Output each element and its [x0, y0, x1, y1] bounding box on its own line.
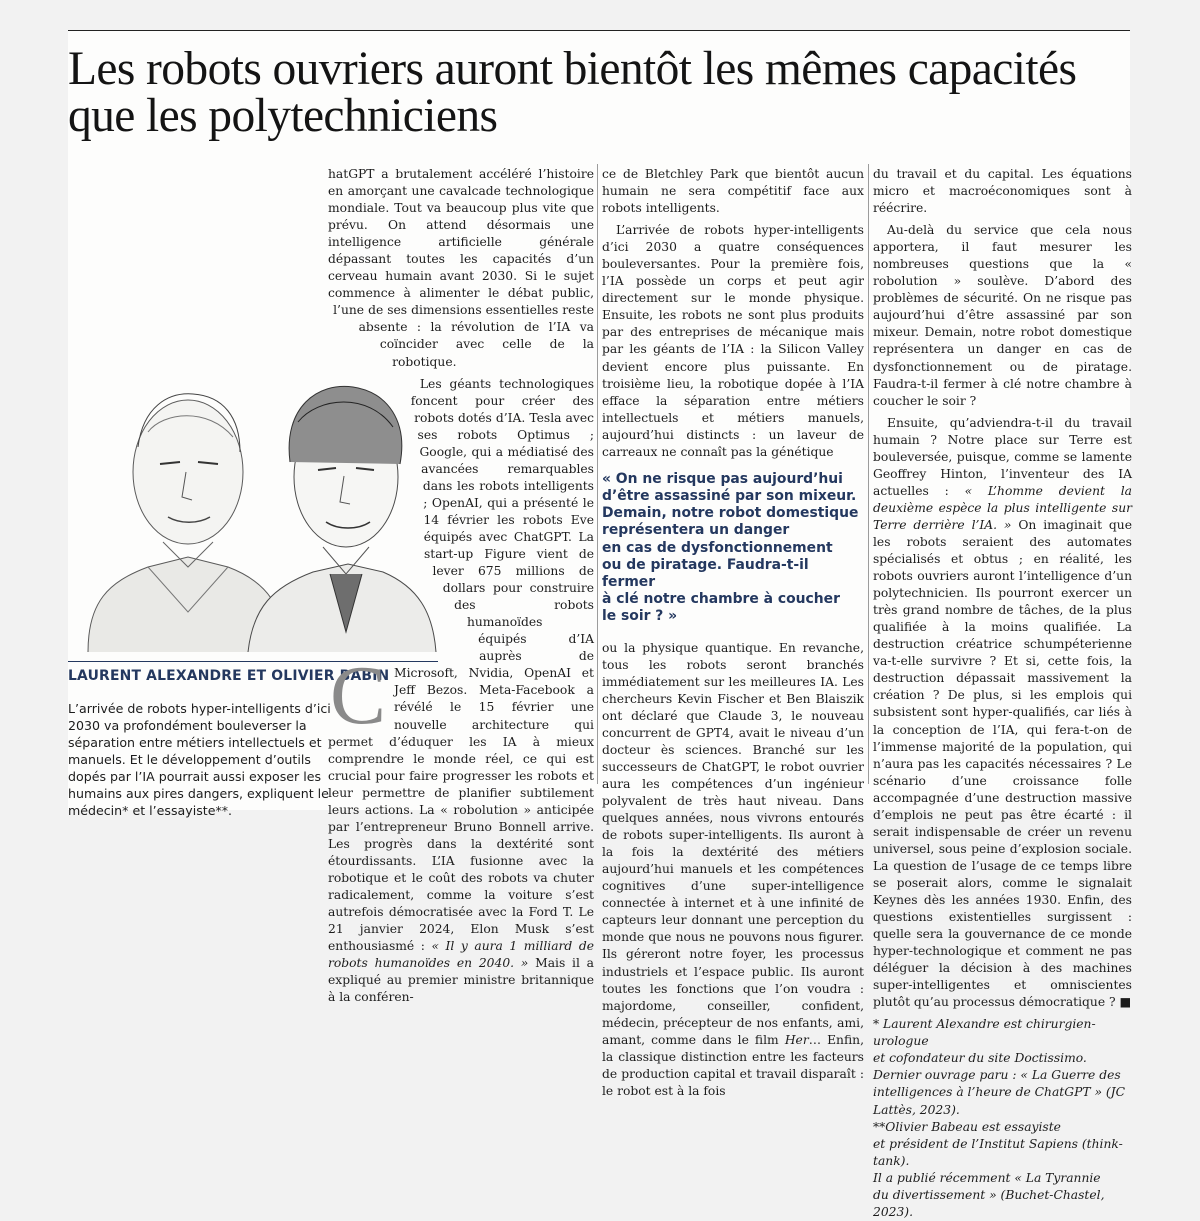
- article-lead-paragraph: L’arrivée de robots hyper-intelligents d’ici 2030 va profondément bouleverser la séparation entre métiers intellectuels et manuels. Et le développement d’outils dopés par l’IA pourrait aussi exposer les humains aux pires dangers, expliquent le médecin* et l’essayiste**.: [68, 701, 331, 818]
- article-headline: Les robots ouvriers auront bientôt les mêmes capacités que les polytechniciens: [68, 43, 1077, 142]
- paragraph: ce de Bletchley Park que bientôt aucun humain ne sera compétitif face aux robots intelligents.: [602, 167, 864, 216]
- paragraph: Au-delà du service que cela nous apportera, il faut mesurer les nombreuses questions que la « robolution » soulève. D’abord des problèmes de sécurité. On ne risque pas aujourd’hui d’être assassiné par son mixeur. Demain, notre robot domestique représentera un danger en cas de dysfonctionnement ou de piratage. Faudra-t-il fermer à clé notre chambre à coucher le soir ?: [873, 223, 1132, 408]
- musk-quote: « Il y aura 1 milliard de robots humanoïdes en 2040. »: [328, 939, 594, 971]
- article-column-3: [873, 166, 1132, 1221]
- paragraph: L’arrivée de robots hyper-intelligents d’ici 2030 a quatre conséquences bouleversantes. Pour la première fois, l’IA possède un corps et peut agir directement sur le monde physique. Ensuite, les robots ne sont plus produits par des entreprises de mécanique mais par les géants de l’IA : la Silicon Valley devient encore plus puissante. En troisième lieu, la robotique dopée à l’IA efface la séparation entre métiers intellectuels et métiers manuels, aujourd’hui distincts : un laveur de carreaux ne connaît pas la génétique: [602, 223, 864, 459]
- hinton-quote: « L’homme devient la deuxième espèce la plus intelligente sur Terre derrière l’IA. »: [873, 483, 1132, 532]
- article-column-1: [328, 166, 594, 1011]
- author-portrait-left: [88, 394, 288, 652]
- film-title: Her: [784, 1032, 809, 1047]
- end-mark: ■: [1115, 995, 1132, 1010]
- drop-cap: C: [330, 649, 387, 742]
- paragraph: ou la physique quantique. En revanche, tous les robots seront branchés immédiatement sur les meilleures IA. Les chercheurs Kevin Fischer et Ben Blaiszik ont déclaré que Claude 3, le nouveau concurrent de GPT4, avait le niveau d’un docteur ès sciences. Branché sur les successeurs de ChatGPT, le robot ouvrier aura les compétences d’un ingénieur polyvalent de très haut niveau. Dans quelques années, nous vivrons entourés de robots super-intelligents. Ils auront à la fois la dextérité des métiers aujourd’hui manuels et les compétences cognitives d’une super-intelligence connectée à internet et à une infinité de capteurs leur donnant une perception du monde que nous ne pouvons nous figurer. Ils géreront notre foyer, les processus industriels et l’espace public. Ils auront toutes les fonctions que l’on voudra : majordome, conseiller, confident, médecin, précepteur de nos enfants, ami, amant, comme dans le film Her… Enfin, la classique distinction entre les facteurs de production capital et travail disparaît : le robot est à la fois: [602, 640, 865, 1098]
- paragraph: hatGPT a brutalement accéléré l’histoire en amorçant une cavalcade technologique mondiale. Tout va beaucoup plus vite que prévu. On attend désormais une intelligence artificielle générale dépassant toutes les capacités d’un cerveau humain avant 2030. Si le sujet commence à alimenter le débat public, l’une de ses dimensions essentielles reste absente : la révolution de l’IA va coïncider avec celle de la robotique.: [328, 167, 594, 369]
- column-divider: [597, 164, 598, 784]
- pull-quote: « On ne risque pas aujourd’hui d’être assassiné par son mixeur. Demain, notre robot domestique représentera un danger en cas de dysfonctionnement ou de piratage. Faudra-t-il fermer à clé notre chambre à coucher le soir ? »: [602, 470, 859, 625]
- paragraph: Ensuite, qu’adviendra-t-il du travail humain ? Notre place sur Terre est bouleversée, puisque, comme se lamente Geoffrey Hinton, l’inventeur des IA actuelles : « L’homme devient la deuxième espèce la plus intelligente sur Terre derrière l’IA. » On imaginait que les robots seraient des automates spécialisés et obtus ; en réalité, les robots ouvriers auront l’intelligence d’un polytechnicien. Ils pourront exercer un très grand nombre de tâches, de la plus qualifiée à la moins qualifiée. La destruction créatrice schumpéterienne va-t-elle survivre ? Et si, cette fois, la destruction dépassait massivement la création ? De plus, si les emplois qui subsistent sont hyper-qualifiés, car liés à la conception de l’IA, qui fera-t-on de l’immense majorité de la population, qui n’aura pas les capacités nécessaires ? Le scénario d’une croissance folle accompagnée d’une destruction massive d’emplois ne peut pas être écarté : il serait indispensable de créer un revenu universel, sous peine d’explosion sociale. La question de l’usage de ce temps libre se poserait alors, comme le signalait Keynes dès les années 1930. Enfin, des questions existentielles surgissent : quelle sera la gouvernance de ce monde hyper-technologique et comment ne pas déléguer la décision à des machines super-intelligentes et omniscientes plutôt qu’au processus démocratique ? ■: [873, 415, 1132, 1010]
- column-divider: [868, 164, 869, 784]
- paragraph: du travail et du capital. Les équations micro et macroéconomiques sont à réécrire.: [873, 167, 1132, 216]
- paragraph: Les géants technologiques foncent pour créer des robots dotés d’IA. Tesla avec ses robots Optimus ; Google, qui a médiatisé des avancées remarquables dans les robots intelligents ; OpenAI, qui a présenté le 14 février les robots Eve équipés avec ChatGPT. La start-up Figure vient de lever 675 millions de dollars pour construire des robots humanoïdes équipés d’IA auprès de Microsoft, Nvidia, OpenAI et Jeff Bezos. Meta-Facebook a révélé le 15 février une nouvelle architecture qui permet d’éduquer les IA à mieux comprendre le monde réel, ce qui est crucial pour faire progresser les robots et leur permettre de planifier subtilement leurs actions. La « robolution » anticipée par l’entrepreneur Bruno Bonnell arrive. Les progrès dans la dextérité sont étourdissants. L’IA fusionne avec la robotique et le coût des robots va chuter radicalement, comme la voiture s’est autrefois démocratisée avec la Ford T. Le 21 janvier 2024, Elon Musk s’est enthousiasmé : « Il y aura 1 milliard de robots humanoïdes en 2040. » Mais il a expliqué au premier ministre britannique à la conféren-: [328, 376, 594, 1005]
- article-column-2: [602, 166, 864, 1105]
- author-notes: * Laurent Alexandre est chirurgien-urologue et cofondateur du site Doctissimo. Dernier ouvrage paru : « La Guerre des intelligences à l’heure de ChatGPT » (JC Lattès, 2023). **Olivier Babeau est essayiste et président de l’Institut Sapiens (think-tank). Il a publié récemment « La Tyrannie du divertissement » (Buchet-Chastel, 2023).: [873, 1017, 1126, 1219]
- author-byline: LAURENT ALEXANDRE ET OLIVIER BABIN: [68, 661, 438, 684]
